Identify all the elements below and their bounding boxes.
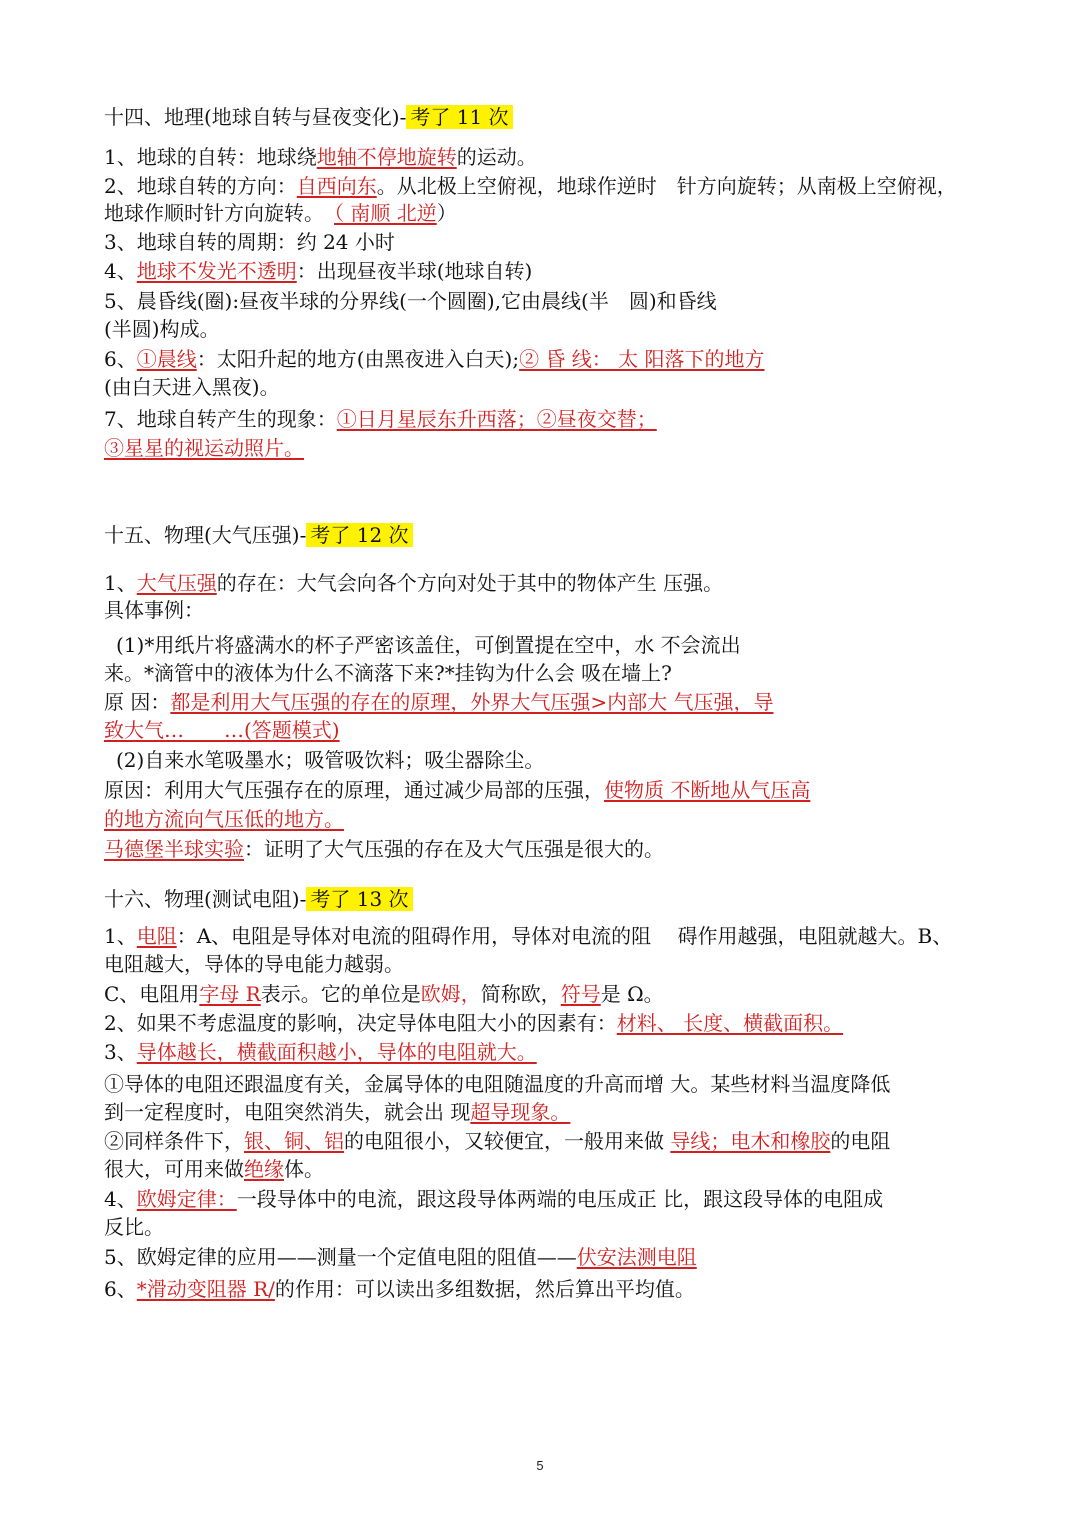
s15-line-6a: 原因：利用大气压强存在的原理，通过减少局部的压强，使物质 不断地从气压高 — [104, 778, 811, 802]
highlight-count: 考了 13 次 — [306, 887, 412, 911]
s16-line-6a: ②同样条件下，银、铜、铝的电阻很小，又较便宜，一般用来做 导线；电木和橡胶的电阻 — [104, 1129, 891, 1153]
s15-line-3a: (1)*用纸片将盛满水的杯子严密该盖住，可倒置提在空中，水 不会流出 — [116, 633, 741, 657]
s16-line-1b: 电阻越大，导体的导电能力越弱。 — [104, 952, 404, 976]
s15-line-3b: 来。*滴管中的液体为什么不滴落下来?*挂钩为什么会 吸在墙上? — [104, 661, 672, 685]
s16-line-7a: 4、欧姆定律：一段导体中的电流，跟这段导体两端的电压成正 比，跟这段导体的电阻成 — [104, 1187, 884, 1211]
s16-line-8: 5、欧姆定律的应用——测量一个定值电阻的阻值——伏安法测电阻 — [104, 1245, 697, 1269]
s15-line-6b: 的地方流向气压低的地方。 — [104, 807, 344, 831]
s14-line-7b: ③星星的视运动照片。 — [104, 436, 304, 460]
page-number: 5 — [536, 1458, 544, 1473]
s16-line-5b: 到一定程度时，电阻突然消失，就会出 现超导现象。 — [104, 1100, 571, 1124]
s16-line-1a: 1、电阻：A、电阻是导体对电流的阻碍作用，导体对电流的阻 碍作用越强，电阻就越大。B、 — [104, 924, 953, 948]
s14-line-3: 3、地球自转的周期：约 24 小时 — [104, 230, 395, 254]
s14-line-1: 1、地球的自转：地球绕地轴不停地旋转的运动。 — [104, 145, 537, 169]
s15-line-7: 马德堡半球实验：证明了大气压强的存在及大气压强是很大的。 — [104, 837, 664, 861]
section-14-title: 十四、地理(地球自转与昼夜变化)- 考了 11 次 — [104, 104, 513, 130]
s14-line-2a: 2、地球自转的方向：自西向东。从北极上空俯视，地球作逆时 针方向旋转；从南极上空俯视， — [104, 174, 957, 198]
highlight-count: 考了 11 次 — [406, 105, 512, 129]
s14-line-4: 4、地球不发光不透明：出现昼夜半球(地球自转) — [104, 259, 533, 283]
s14-line-5a: 5、晨昏线(圈):昼夜半球的分界线(一个圆圈),它由晨线(半 圆)和昏线 — [104, 289, 717, 313]
s14-line-2b: 地球作顺时针方向旋转。 （ 南顺 北逆） — [104, 201, 457, 225]
highlight-count: 考了 12 次 — [306, 523, 412, 547]
s15-line-2: 具体事例： — [104, 598, 204, 622]
s14-line-6a: 6、①晨线：太阳升起的地方(由黑夜进入白天);② 昏 线： 太 阳落下的地方 — [104, 347, 765, 371]
s16-line-9: 6、*滑动变阻器 R/的作用：可以读出多组数据，然后算出平均值。 — [104, 1277, 695, 1301]
s14-line-6b: (由白天进入黑夜)。 — [104, 375, 280, 399]
s16-line-5a: ①导体的电阻还跟温度有关，金属导体的电阻随温度的升高而增 大。某些材料当温度降低 — [104, 1072, 891, 1096]
s15-line-4b: 致大气… …(答题模式) — [104, 718, 340, 742]
section-16-title: 十六、物理(测试电阻)- 考了 13 次 — [104, 886, 413, 912]
s16-line-3: 2、如果不考虑温度的影响，决定导体电阻大小的因素有：材料、 长度、横截面积。 — [104, 1011, 844, 1035]
section-15-title: 十五、物理(大气压强)- 考了 12 次 — [104, 522, 413, 548]
s16-line-4: 3、导体越长，横截面积越小，导体的电阻就大。 — [104, 1040, 537, 1064]
s16-line-2: C、电阻用字母 R表示。它的单位是欧姆，简称欧，符号是 Ω。 — [104, 982, 664, 1006]
s16-line-7b: 反比。 — [104, 1215, 164, 1239]
s16-line-6b: 很大，可用来做绝缘体。 — [104, 1157, 324, 1181]
s15-line-5: (2)自来水笔吸墨水；吸管吸饮料；吸尘器除尘。 — [116, 748, 545, 772]
s14-line-7a: 7、地球自转产生的现象：①日月星辰东升西落；②昼夜交替； — [104, 407, 657, 431]
s14-line-5b: (半圆)构成。 — [104, 317, 220, 341]
s15-line-4a: 原 因：都是利用大气压强的存在的原理，外界大气压强>内部大 气压强，导 — [104, 690, 774, 714]
s15-line-1: 1、大气压强的存在：大气会向各个方向对处于其中的物体产生 压强。 — [104, 571, 724, 595]
